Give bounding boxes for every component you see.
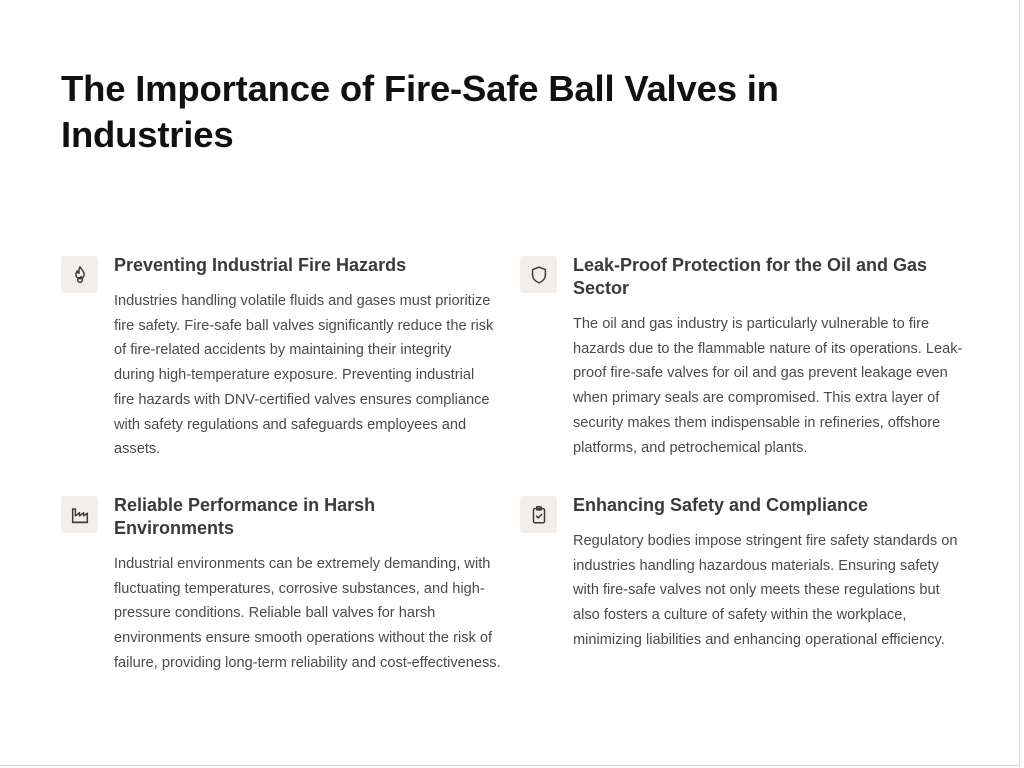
card-body: Regulatory bodies impose stringent fire safety standards on industries handling hazardous materials. Ensuring safety with fire-safe valves not only meets these regulations but also fosters a culture of safety within the workplace, minimizing liabilities and enhancing operational efficiency. <box>573 533 958 648</box>
card-heading: Reliable Performance in Harsh Environments <box>114 495 376 538</box>
card-heading: Preventing Industrial Fire Hazards <box>114 255 407 275</box>
factory-icon <box>61 496 98 533</box>
card-body: Industries handling volatile fluids and gases must prioritize fire safety. Fire-safe ball valves significantly reduce the risk of fire-related accidents by maintaining their integrity during high-temperature exposure. Preventing industrial fire hazards with DNV-certified valves ensures compliance with safety regulations and safeguards employees and assets. <box>114 293 494 458</box>
shield-icon <box>520 256 557 293</box>
page-title: The Importance of Fire-Safe Ball Valves in Industries <box>61 68 779 155</box>
card-heading: Enhancing Safety and Compliance <box>573 495 869 515</box>
card-heading: Leak-Proof Protection for the Oil and Gas Sector <box>573 255 928 298</box>
card-body: The oil and gas industry is particularly vulnerable to fire hazards due to the flammable nature of its operations. Leak-proof fire-safe valves for oil and gas prevent leakage even when primary seals are compromised. This extra layer of security makes them indispensable in refineries, offshore platforms, and petrochemical plants. <box>573 316 963 456</box>
flame-icon <box>61 256 98 293</box>
clipboard-check-icon <box>520 496 557 533</box>
card-body: Industrial environments can be extremely demanding, with fluctuating temperatures, corrosive substances, and high-pressure conditions. Reliable ball valves for harsh environments ensure smooth operations without the risk of failure, providing long-term reliability and cost-effectiveness. <box>114 556 501 671</box>
